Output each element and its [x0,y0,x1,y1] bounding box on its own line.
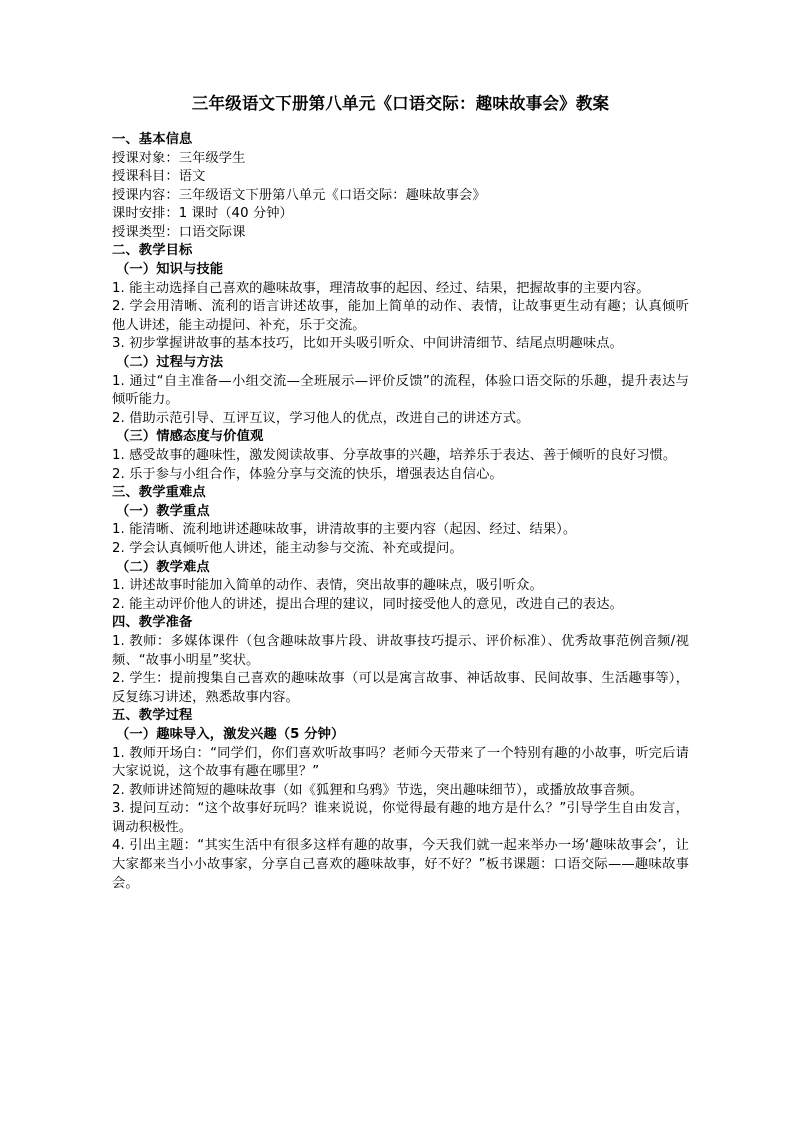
section-paragraph: 1. 教师：多媒体课件（包含趣味故事片段、讲故事技巧提示、评价标准）、优秀故事范例音频/视频、“故事小明星”奖状。 [112,633,689,668]
document-section [112,484,689,503]
section-paragraph: 1. 讲述故事时能加入简单的动作、表情，突出故事的趣味点，吸引听众。 [112,578,543,594]
section-paragraph: 3. 提问互动：“这个故事好玩吗？谁来说说，你觉得最有趣的地方是什么？”引导学生自由发言，调动积极性。 [112,801,689,835]
document-section [112,242,689,261]
section-paragraph: 2. 学会用清晰、流利的语言讲述故事，能加上简单的动作、表情，让故事更生动有趣；认真倾听他人讲述，能主动提问、补充，乐于交流。 [112,299,689,333]
section-heading: 五、教学过程 [112,708,193,724]
section-paragraph: 2. 能主动评价他人的讲述，提出合理的建议，同时接受他人的意见，改进自己的表达。 [112,596,623,612]
section-paragraph: 1. 能主动选择自己喜欢的趣味故事，理清故事的起因、经过、结果，把握故事的主要内容。 [112,280,650,296]
document-section [112,614,689,707]
section-paragraph: 授课内容：三年级语文下册第八单元《口语交际：趣味故事会》 [112,187,486,203]
section-paragraph: 1. 感受故事的趣味性，激发阅读故事、分享故事的兴趣，培养乐于表达、善于倾听的良好习惯。 [112,448,677,464]
section-paragraph: 2. 借助示范引导、互评互议，学习他人的优点，改进自己的讲述方式。 [112,410,530,426]
section-paragraph: 2. 教师讲述简短的趣味故事（如《狐狸和乌鸦》节选，突出趣味细节），或播放故事音频。 [112,782,643,798]
document-section [112,559,689,615]
section-list [112,131,689,893]
document-section [112,261,689,354]
subsection-heading: （二）教学难点 [116,559,210,575]
section-paragraph: 课时安排：1 课时（40 分钟） [112,206,293,222]
section-paragraph: 授课科目：语文 [112,169,206,185]
section-paragraph: 4. 引出主题：“其实生活中有很多这样有趣的故事，今天我们就一起来举办一场‘趣味故事会’，让大家都来当小小故事家，分享自己喜欢的趣味故事，好不好？”板书课题：口语交际——趣味故事会。 [112,838,689,891]
section-paragraph: 1. 通过“自主准备—小组交流—全班展示—评价反馈”的流程，体验口语交际的乐趣，提升表达与倾听能力。 [112,373,689,408]
document-section [112,707,689,726]
document-section [112,354,689,428]
section-paragraph: 2. 学会认真倾听他人讲述，能主动参与交流、补充或提问。 [112,540,463,556]
section-paragraph: 1. 教师开场白：“同学们，你们喜欢听故事吗？老师今天带来了一个特别有趣的小故事，听完后请大家说说，这个故事有趣在哪里？” [112,745,689,780]
section-paragraph: 2. 学生：提前搜集自己喜欢的趣味故事（可以是寓言故事、神话故事、民间故事、生活趣事等），反复练习讲述，熟悉故事内容。 [112,671,689,705]
section-heading: 二、教学目标 [112,243,193,259]
document-section [112,726,689,893]
document-section [112,503,689,559]
subsection-heading: （一）知识与技能 [116,262,224,278]
subsection-heading: （一）教学重点 [116,503,210,519]
subsection-heading: （三）情感态度与价值观 [116,429,264,445]
section-heading: 三、教学重难点 [112,485,206,501]
document-section [112,428,689,484]
section-paragraph: 授课对象：三年级学生 [112,150,246,166]
section-paragraph: 2. 乐于参与小组合作，体验分享与交流的快乐，增强表达自信心。 [112,466,503,482]
section-paragraph: 授课类型：口语交际课 [112,224,246,240]
section-paragraph: 3. 初步掌握讲故事的基本技巧，比如开头吸引听众、中间讲清细节、结尾点明趣味点。 [112,336,623,352]
section-paragraph: 1. 能清晰、流利地讲述趣味故事，讲清故事的主要内容（起因、经过、结果）。 [112,522,577,538]
page-title: 三年级语文下册第八单元《口语交际：趣味故事会》教案 [191,94,610,113]
section-heading: 四、教学准备 [112,615,193,631]
section-heading: 一、基本信息 [112,131,193,147]
document-content [112,92,689,893]
subsection-heading: （一）趣味导入，激发兴趣（5 分钟） [116,726,345,742]
document-section [112,131,689,243]
subsection-heading: （二）过程与方法 [116,355,224,371]
